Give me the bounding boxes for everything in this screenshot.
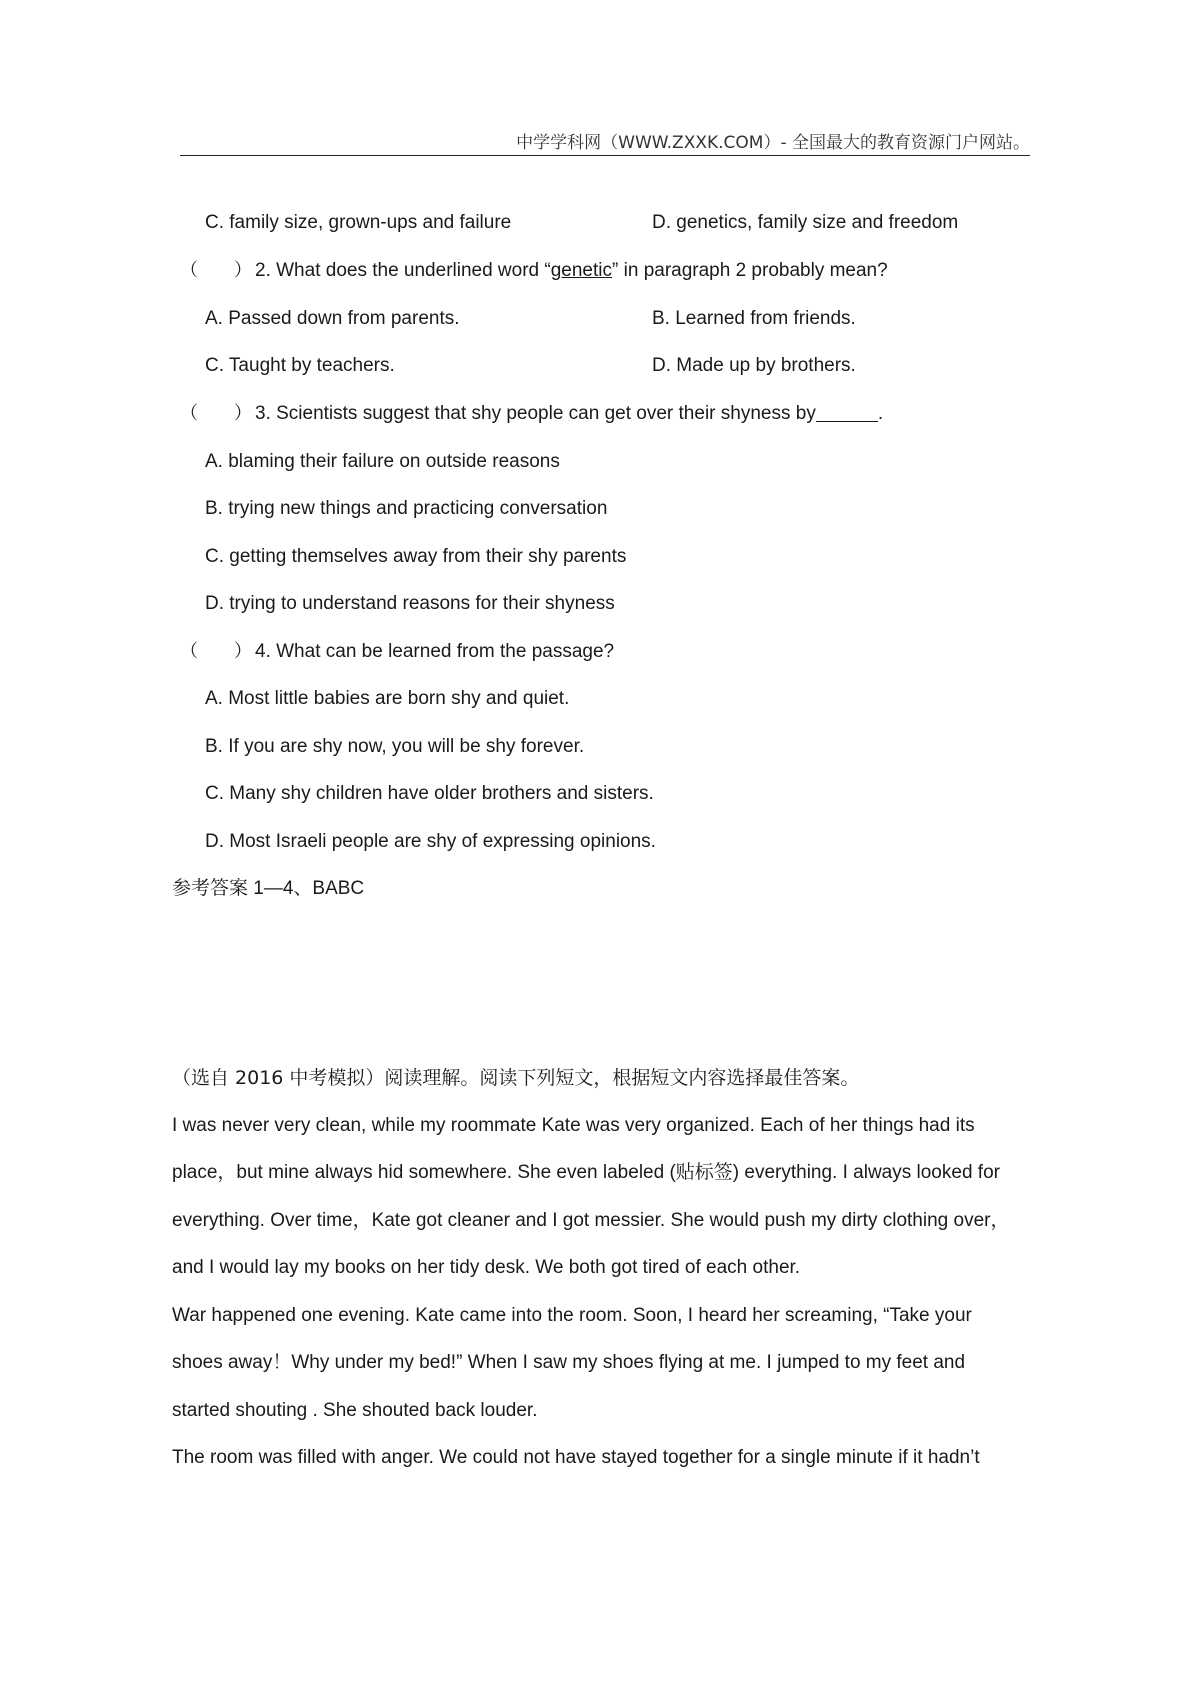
q3-stem-end: . [877,403,884,424]
q4-option-b: B. If you are shy now, you will be shy forever. [205,736,585,757]
q4-option-c: C. Many shy children have older brothers and sisters. [205,783,654,804]
q1-option-c: C. family size, grown-ups and failure [205,212,512,233]
q3-stem [180,402,883,426]
passage-line: place，but mine always hid somewhere. She even labeled (贴标签) everything. I always looked for [172,1162,1000,1183]
q2-paren: （ ） [180,260,252,281]
q1-option-d: D. genetics, family size and freedom [652,212,959,233]
passage-line: The room was filled with anger. We could not have stayed together for a single minute if it hadn’t [172,1447,980,1468]
q2-stem [180,259,888,283]
q2-stem-after: ” in paragraph 2 probably mean? [612,260,888,281]
q4-option-d: D. Most Israeli people are shy of expressing opinions. [205,831,656,852]
header-text: 中学学科网（WWW.ZXXK.COM）- 全国最大的教育资源门户网站。 [516,133,1030,153]
passage-line: everything. Over time，Kate got cleaner and I got messier. She would push my dirty clothing over， [172,1210,1010,1231]
q3-option-d: D. trying to understand reasons for their shyness [205,593,615,614]
q2-option-b: B. Learned from friends. [652,308,856,329]
passage-line: War happened one evening. Kate came into the room. Soon, I heard her screaming, “Take your [172,1305,972,1326]
q3-option-b: B. trying new things and practicing conversation [205,498,608,519]
q4-stem-text: 4. What can be learned from the passage? [255,641,615,662]
passage-line: started shouting . She shouted back louder. [172,1400,538,1421]
q2-underlined-word: genetic [550,260,613,281]
q3-option-c: C. getting themselves away from their shy parents [205,546,627,567]
section2-instruction: （选自 2016 中考模拟）阅读理解。阅读下列短文，根据短文内容选择最佳答案。 [172,1067,860,1089]
q3-stem-text: 3. Scientists suggest that shy people can get over their shyness by [255,403,816,424]
answer-key: 参考答案 1—4、BABC [172,878,365,899]
q4-stem [180,640,614,664]
q2-option-a: A. Passed down from parents. [205,308,460,329]
q3-blank [816,403,878,422]
q4-option-a: A. Most little babies are born shy and quiet. [205,688,570,709]
q2-option-d: D. Made up by brothers. [652,355,856,376]
q3-option-a: A. blaming their failure on outside reasons [205,451,560,472]
passage-line: I was never very clean, while my roommate Kate was very organized. Each of her things had its [172,1115,975,1136]
passage-line: shoes away！Why under my bed!” When I saw my shoes flying at me. I jumped to my feet and [172,1352,966,1373]
q3-paren: （ ） [180,403,252,424]
header-rule [180,155,1030,156]
passage-line: and I would lay my books on her tidy desk. We both got tired of each other. [172,1257,801,1278]
q2-stem-before: 2. What does the underlined word “ [255,260,551,281]
q4-paren: （ ） [180,641,252,662]
q2-option-c: C. Taught by teachers. [205,355,395,376]
